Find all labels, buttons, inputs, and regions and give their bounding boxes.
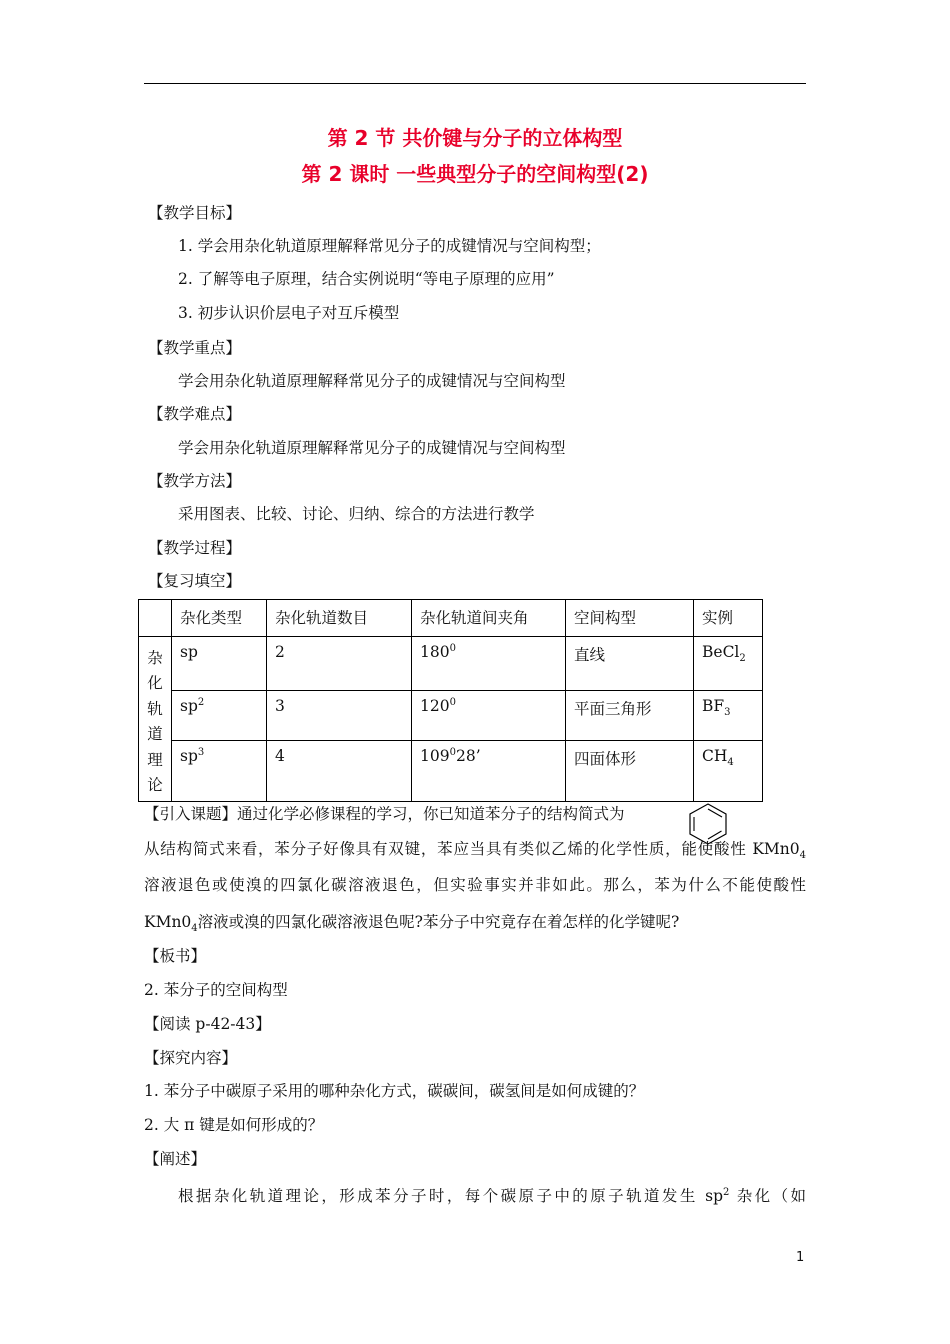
- table-cell-type: sp: [172, 637, 267, 691]
- lesson-title: 第 2 课时 一些典型分子的空间构型(2): [301, 162, 649, 186]
- table-cell-type: $sp^2$: [172, 691, 267, 741]
- table-cell-count: 4: [267, 741, 412, 802]
- table-header-cell: 实例: [694, 600, 763, 637]
- goal-item: 2. 了解等电子原理，结合实例说明“等电子原理的应用”: [178, 270, 555, 288]
- table-corner-cell: [139, 600, 172, 637]
- table-cell-count: 3: [267, 691, 412, 741]
- table-cell-count: 2: [267, 637, 412, 691]
- intro-line: $KMn0_4$溶液或溴的四氯化碳溶液退色呢?苯分子中究竟存在着怎样的化学键呢?: [144, 913, 680, 935]
- intro-line: 从结构简式来看，苯分子好像具有双键，苯应当具有类似乙烯的化学性质，能使酸性 $KMn0_4$: [144, 840, 806, 862]
- table-cell-type: $sp^3$: [172, 741, 267, 802]
- hybridization-table: [138, 599, 763, 802]
- table-row: [139, 637, 763, 691]
- key-heading: 【教学重点】: [148, 339, 242, 357]
- table-cell-shape: 平面三角形: [566, 691, 694, 741]
- key-text: 学会用杂化轨道原理解释常见分子的成键情况与空间构型: [178, 372, 566, 390]
- explore-heading: 【探究内容】: [144, 1049, 238, 1067]
- intro-line: 【引入课题】通过化学必修课程的学习，你已知道苯分子的结构简式为: [144, 805, 625, 823]
- goal-item: 1. 学会用杂化轨道原理解释常见分子的成键情况与空间构型；: [178, 237, 601, 255]
- table-header-cell: 杂化轨道间夹角: [412, 600, 566, 637]
- table-cell-shape: 四面体形: [566, 741, 694, 802]
- table-header-cell: 杂化轨道数目: [267, 600, 412, 637]
- table-cell-example: BeCl$_2$: [694, 637, 763, 691]
- difficulty-text: 学会用杂化轨道原理解释常见分子的成键情况与空间构型: [178, 439, 566, 457]
- explore-item: 1. 苯分子中碳原子采用的哪种杂化方式，碳碳间，碳氢间是如何成键的？: [144, 1082, 645, 1100]
- method-heading: 【教学方法】: [148, 472, 242, 490]
- board-text: 2. 苯分子的空间构型: [144, 981, 288, 999]
- method-text: 采用图表、比较、讨论、归纳、综合的方法进行教学: [178, 505, 535, 523]
- intro-line: 溶液退色或使溴的四氯化碳溶液退色，但实验事实并非如此。那么，苯为什么不能使酸性: [144, 876, 806, 894]
- table-cell-angle: $180^0$: [412, 637, 566, 691]
- table-cell-angle: $109^028$’: [412, 741, 566, 802]
- explain-heading: 【阐述】: [144, 1150, 207, 1168]
- table-header-cell: 空间构型: [566, 600, 694, 637]
- table-cell-example: $BF_3$: [694, 691, 763, 741]
- goal-item: 3. 初步认识价层电子对互斥模型: [178, 304, 400, 322]
- table-row: [139, 691, 763, 741]
- table-header-row: [139, 600, 763, 637]
- review-heading: 【复习填空】: [148, 572, 242, 590]
- reading-heading: 【阅读 p-42-43】: [144, 1015, 271, 1033]
- explore-item: 2. 大 π 键是如何形成的？: [144, 1116, 324, 1134]
- section-title: 第 2 节 共价键与分子的立体构型: [327, 126, 623, 150]
- page-number: 1: [796, 1250, 805, 1265]
- explain-text: 根据杂化轨道理论，形成苯分子时，每个碳原子中的原子轨道发生 $sp^2$ 杂化（如: [178, 1187, 806, 1206]
- table-cell-angle: $120^0$: [412, 691, 566, 741]
- board-heading: 【板书】: [144, 947, 207, 965]
- header-rule: [144, 83, 806, 84]
- difficulty-heading: 【教学难点】: [148, 405, 242, 423]
- table-header-cell: 杂化类型: [172, 600, 267, 637]
- process-heading: 【教学过程】: [148, 539, 242, 557]
- table-row: [139, 741, 763, 802]
- goals-heading: 【教学目标】: [148, 204, 242, 222]
- table-cell-example: $CH_4$: [694, 741, 763, 802]
- table-cell-shape: 直线: [566, 637, 694, 691]
- table-side-label: 杂 化 轨 道 理 论: [139, 637, 172, 802]
